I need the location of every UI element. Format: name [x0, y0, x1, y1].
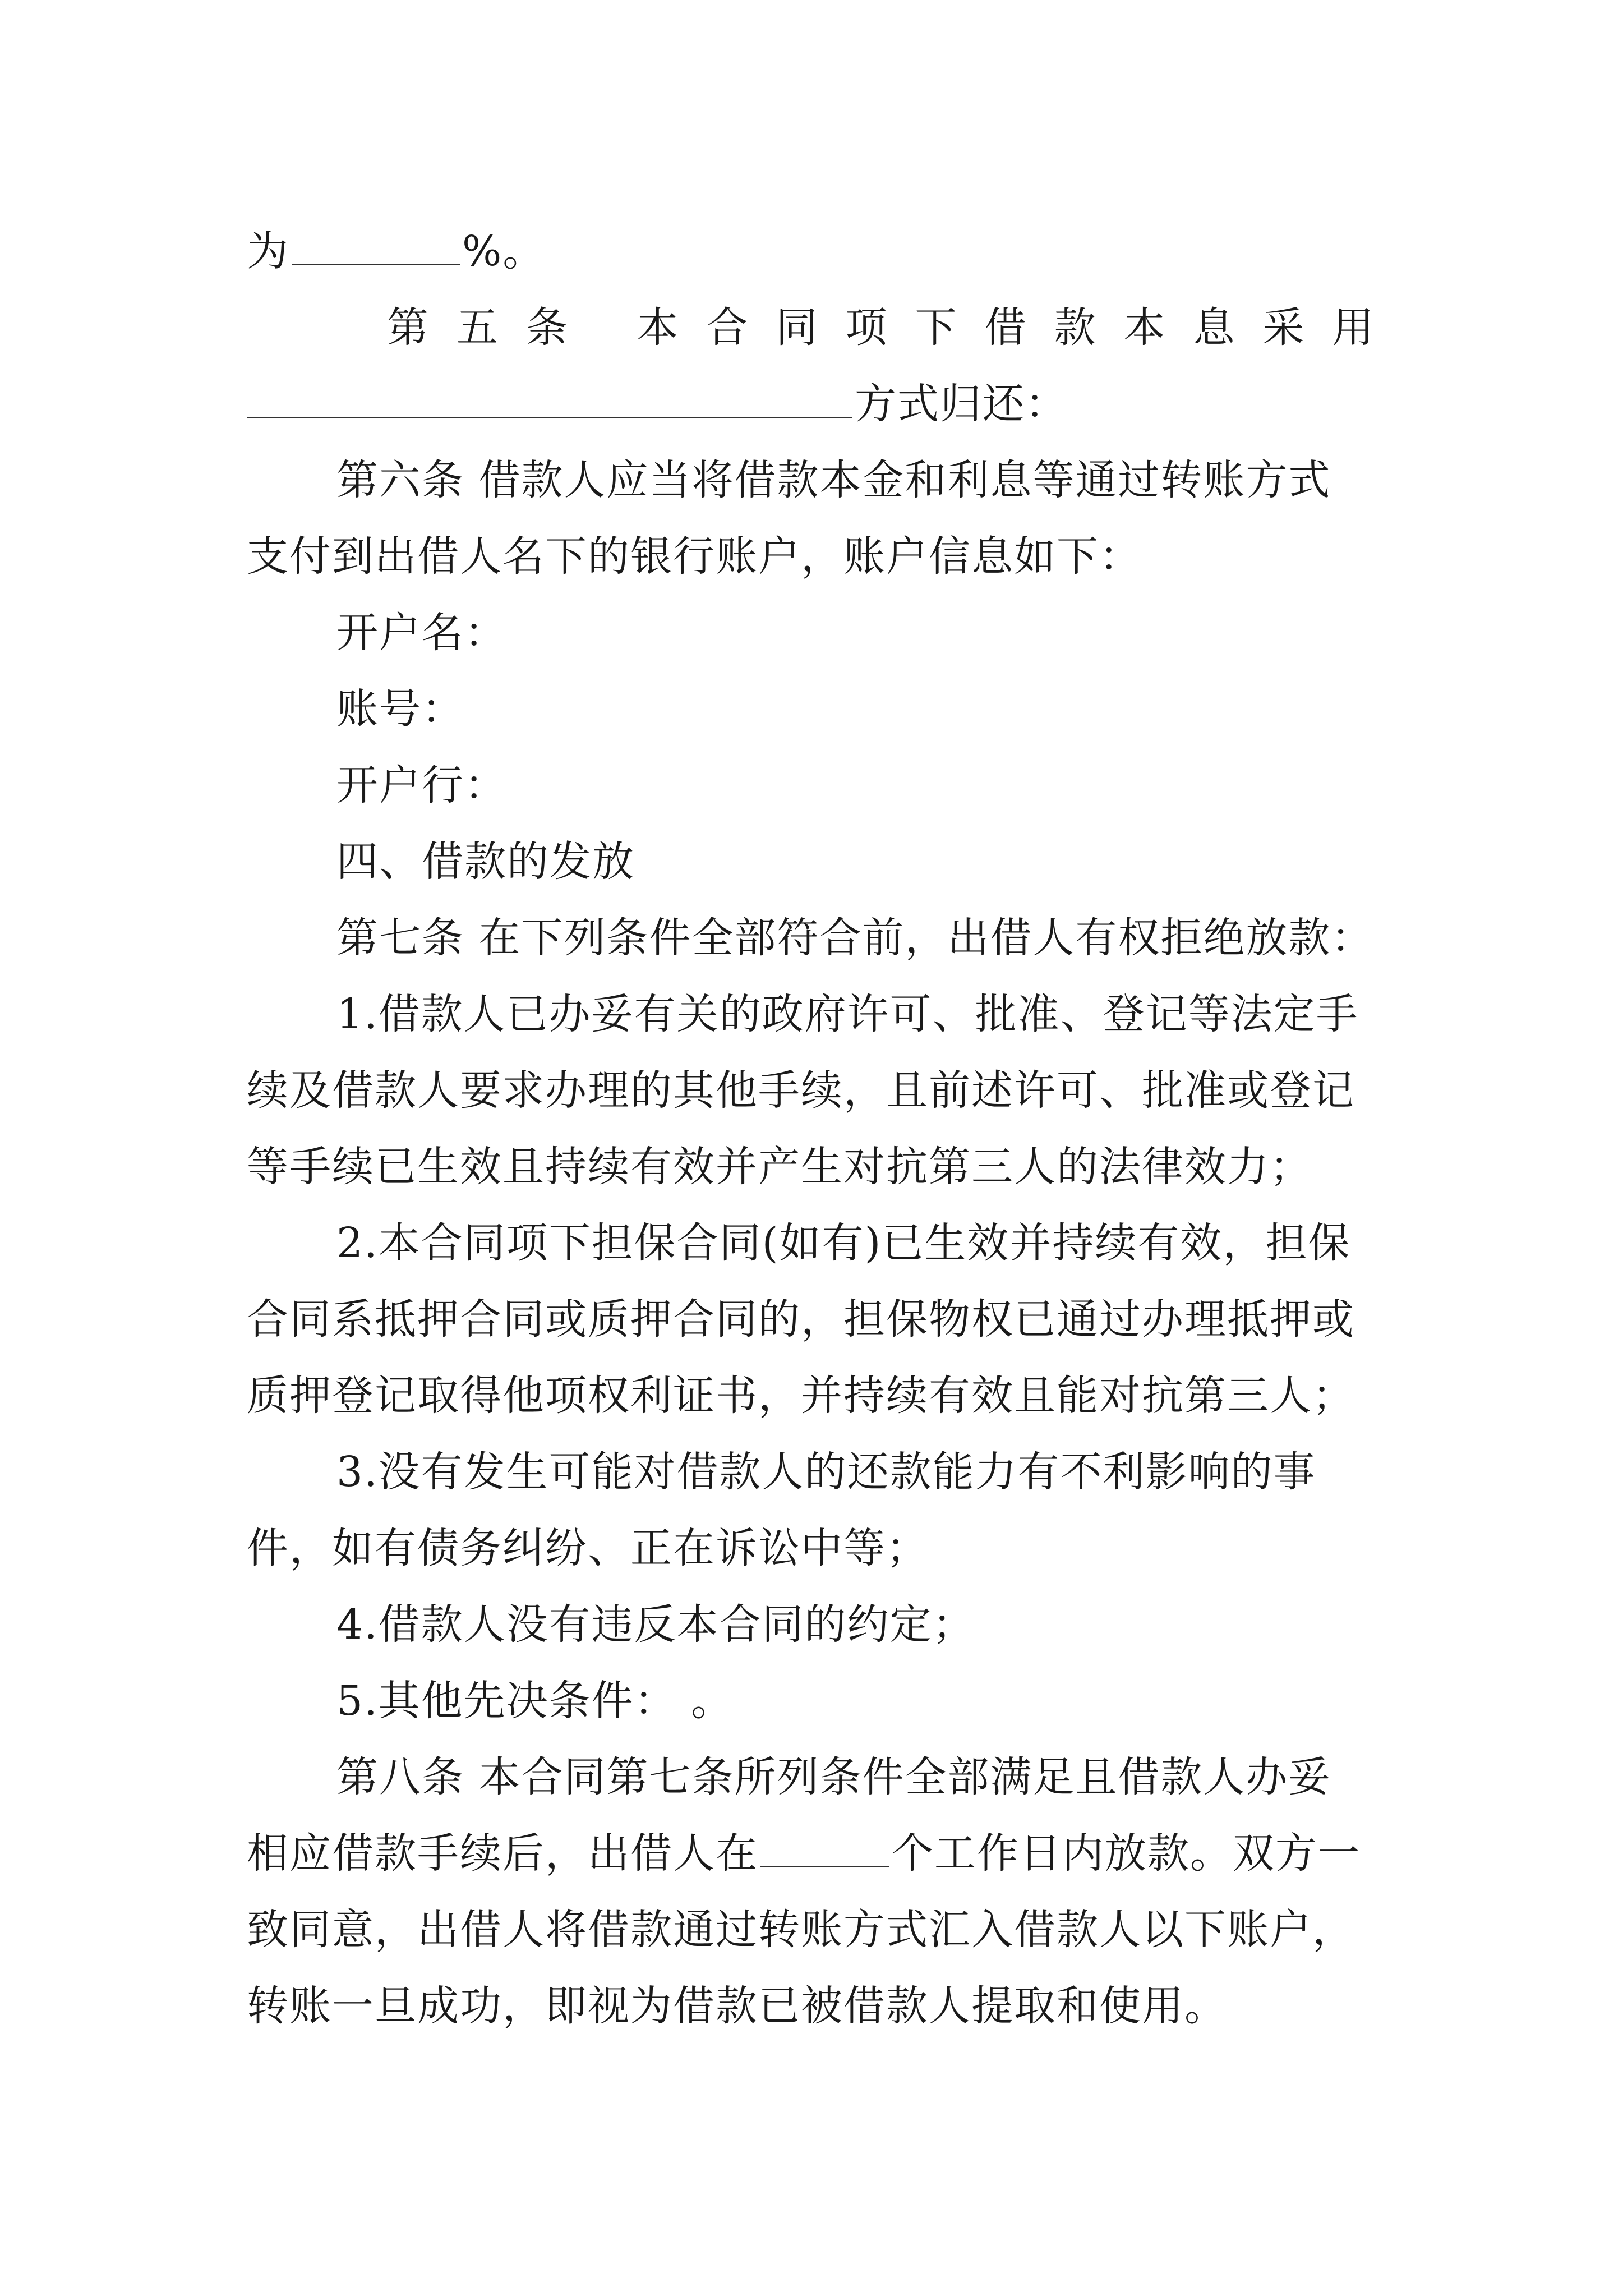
paragraph-line: 致同意，出借人将借款通过转账方式汇入借款人以下账户， [247, 1906, 1355, 1954]
paragraph-line: 续及借款人要求办理的其他手续，且前述许可、批准或登记 [247, 1066, 1355, 1115]
text: 相应借款手续后，出借人在 [247, 1829, 758, 1878]
condition-3: 3.没有发生可能对借款人的还款能力有不利影响的事 [336, 1448, 1316, 1496]
bank-label: 开户行： [336, 761, 507, 809]
account-name-label: 开户名： [336, 609, 507, 657]
blank-work-days[interactable] [760, 1827, 889, 1867]
article-7: 第七条 在下列条件全部符合前，出借人有权拒绝放款： [336, 914, 1374, 962]
blank-rate[interactable] [292, 225, 460, 265]
text: 个工作日内放款。双方一 [892, 1829, 1361, 1878]
section-heading: 四、借款的发放 [336, 838, 635, 886]
paragraph-line: 等手续已生效且持续有效并产生对抗第三人的法律效力； [247, 1143, 1312, 1191]
paragraph-line: 转账一旦成功，即视为借款已被借款人提取和使用。 [247, 1982, 1227, 2030]
condition-1: 1.借款人已办妥有关的政府许可、批准、登记等法定手 [336, 990, 1359, 1038]
text: %。 [462, 227, 546, 275]
line-work-days [247, 1815, 1387, 1892]
account-number-label: 账号： [336, 685, 464, 733]
line-interest-rate [247, 213, 1387, 289]
text: 为 [247, 227, 289, 275]
article-6: 第六条 借款人应当将借款本金和利息等通过转账方式 [336, 456, 1331, 504]
condition-4: 4.借款人没有违反本合同的约定； [336, 1600, 975, 1649]
text: 方式归还： [855, 380, 1068, 428]
paragraph-line: 质押登记取得他项权利证书，并持续有效且能对抗第三人； [247, 1372, 1355, 1420]
paragraph-line: 支付到出借人名下的银行账户，账户信息如下： [247, 532, 1142, 581]
article-5-heading: 第五条 本合同项下借款本息采用 [387, 303, 1402, 352]
paragraph-line: 件，如有债务纠纷、正在诉讼中等； [247, 1524, 929, 1572]
condition-5: 5.其他先决条件： 。 [336, 1677, 734, 1725]
blank-repayment-method[interactable] [247, 378, 852, 418]
paragraph-line: 合同系抵押合同或质押合同的，担保物权已通过办理抵押或 [247, 1295, 1355, 1343]
article-8: 第八条 本合同第七条所列条件全部满足且借款人办妥 [336, 1753, 1331, 1801]
line-repayment-method [247, 366, 1387, 442]
condition-2: 2.本合同项下担保合同(如有)已生效并持续有效，担保 [336, 1219, 1351, 1267]
